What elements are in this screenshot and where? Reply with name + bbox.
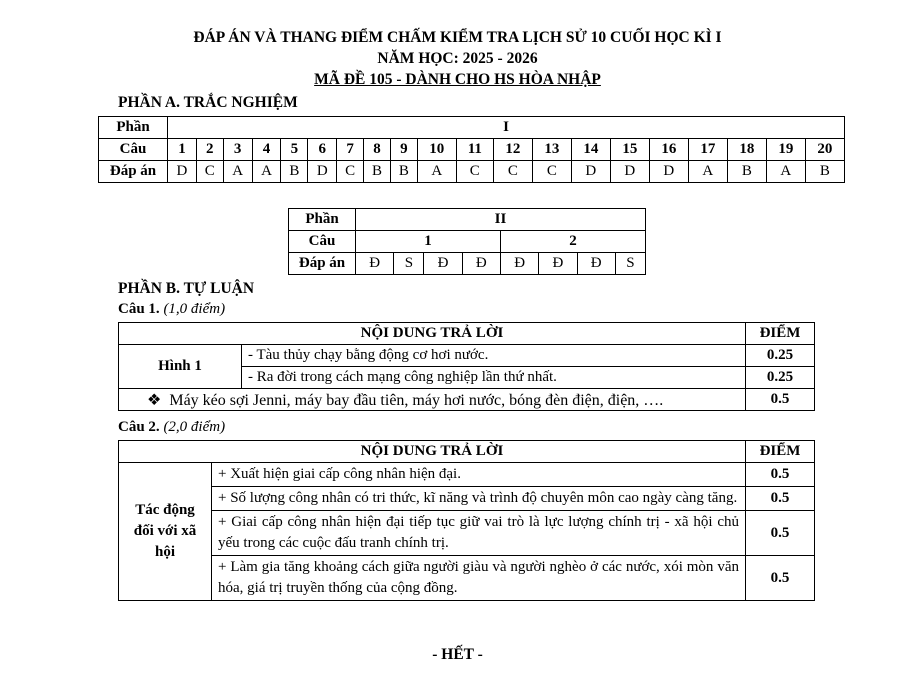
row-label-part: Phần <box>99 117 168 139</box>
question-number: 9 <box>390 139 417 161</box>
question-number: 2 <box>196 139 223 161</box>
question-1-points: (1,0 điểm) <box>163 301 226 317</box>
question-number: 14 <box>571 139 610 161</box>
question-number: 10 <box>417 139 456 161</box>
answer-text: - Ra đời trong cách mạng công nghiệp lần thứ nhất. <box>242 367 746 389</box>
question-number: 11 <box>456 139 493 161</box>
answer-cell: B <box>281 161 308 183</box>
question-number: 20 <box>805 139 844 161</box>
question-number: 7 <box>337 139 364 161</box>
answer-cell: B <box>390 161 417 183</box>
answer-cell: A <box>223 161 252 183</box>
part-b-heading: PHẦN B. TỰ LUẬN <box>118 280 255 297</box>
bullet-score: 0.5 <box>746 389 815 411</box>
answer-cell: S <box>394 253 424 275</box>
question-number: 12 <box>493 139 532 161</box>
question-number: 4 <box>252 139 281 161</box>
answer-table-part-2 <box>288 208 646 275</box>
part-a-heading: PHẦN A. TRẮC NGHIỆM <box>118 94 298 111</box>
row-label-question: Câu <box>99 139 168 161</box>
answer-cell: D <box>610 161 649 183</box>
question-1-table <box>118 322 815 411</box>
answer-cell: A <box>766 161 805 183</box>
answer-cell: D <box>168 161 197 183</box>
answer-cell: C <box>456 161 493 183</box>
answer-cell: A <box>417 161 456 183</box>
question-number: 2 <box>500 231 645 253</box>
question-1-number: Câu 1. <box>118 301 160 317</box>
doc-title: ĐÁP ÁN VÀ THANG ĐIỂM CHẤM KIỂM TRA LỊCH SỬ 10 CUỐI HỌC KÌ I <box>193 29 722 46</box>
question-number: 6 <box>308 139 337 161</box>
question-number: 1 <box>356 231 501 253</box>
part-value: I <box>168 117 845 139</box>
answer-cell: Đ <box>539 253 577 275</box>
answer-table-part-1 <box>98 116 845 183</box>
answer-cell: Đ <box>356 253 394 275</box>
exam-code-wrap <box>0 71 915 89</box>
end-marker: - HẾT - <box>432 646 483 663</box>
row-label-part: Phần <box>289 209 356 231</box>
row-label-answer: Đáp án <box>99 161 168 183</box>
answer-cell: D <box>649 161 688 183</box>
row-label-question: Câu <box>289 231 356 253</box>
answer-text: + Giai cấp công nhân hiện đại tiếp tục giữ vai trò là lực lượng chính trị - xã hội chủ yếu trong các cuộc đấu tranh chính trị. <box>212 511 746 556</box>
answer-cell: Đ <box>577 253 615 275</box>
answer-cell: Đ <box>500 253 538 275</box>
answer-cell: C <box>493 161 532 183</box>
question-number: 16 <box>649 139 688 161</box>
question-number: 19 <box>766 139 805 161</box>
answer-cell: C <box>196 161 223 183</box>
content-header: NỘI DUNG TRẢ LỜI <box>119 441 746 463</box>
row-label-answer: Đáp án <box>289 253 356 275</box>
question-number: 17 <box>688 139 727 161</box>
score-header: ĐIỂM <box>746 441 815 463</box>
answer-cell: Đ <box>462 253 500 275</box>
answer-cell: B <box>805 161 844 183</box>
question-number: 15 <box>610 139 649 161</box>
answer-cell: C <box>337 161 364 183</box>
question-2-number: Câu 2. <box>118 419 160 435</box>
answer-cell: D <box>308 161 337 183</box>
answer-cell: A <box>252 161 281 183</box>
question-number: 18 <box>727 139 766 161</box>
content-header: NỘI DUNG TRẢ LỜI <box>119 323 746 345</box>
bullet-text: Máy kéo sợi Jenni, máy bay đầu tiên, máy hơi nước, bóng đèn điện, điện, …. <box>169 391 664 409</box>
answer-text: + Xuất hiện giai cấp công nhân hiện đại. <box>212 463 746 487</box>
school-year: NĂM HỌC: 2025 - 2026 <box>377 50 538 67</box>
diamond-bullet-icon: ❖ <box>147 391 162 409</box>
group-label: Tác động đối với xã hội <box>119 463 212 601</box>
exam-code: MÃ ĐỀ 105 - DÀNH CHO HS HÒA NHẬP <box>314 71 601 88</box>
answer-score: 0.5 <box>746 556 815 601</box>
question-number: 5 <box>281 139 308 161</box>
answer-score: 0.5 <box>746 511 815 556</box>
answer-cell: B <box>364 161 391 183</box>
answer-cell: S <box>615 253 645 275</box>
answer-text: - Tàu thủy chạy bằng động cơ hơi nước. <box>242 345 746 367</box>
question-1-label <box>118 301 225 318</box>
part-value: II <box>356 209 646 231</box>
answer-score: 0.25 <box>746 345 815 367</box>
answer-cell: B <box>727 161 766 183</box>
answer-cell: C <box>532 161 571 183</box>
question-number: 1 <box>168 139 197 161</box>
question-number: 13 <box>532 139 571 161</box>
answer-score: 0.25 <box>746 367 815 389</box>
question-number: 3 <box>223 139 252 161</box>
score-header: ĐIỂM <box>746 323 815 345</box>
question-2-label <box>118 419 225 436</box>
answer-cell: A <box>688 161 727 183</box>
question-2-points: (2,0 điểm) <box>163 419 226 435</box>
answer-cell: D <box>571 161 610 183</box>
answer-text: + Làm gia tăng khoảng cách giữa người giàu và người nghèo ở các nước, xói mòn văn hóa, giá trị truyền thống của cộng đồng. <box>212 556 746 601</box>
bullet-row <box>119 389 746 411</box>
answer-cell: Đ <box>424 253 462 275</box>
answer-text: + Số lượng công nhân có tri thức, kĩ năng và trình độ chuyên môn cao ngày càng tăng. <box>212 487 746 511</box>
question-2-table <box>118 440 815 601</box>
answer-score: 0.5 <box>746 463 815 487</box>
group-label: Hình 1 <box>119 345 242 389</box>
answer-score: 0.5 <box>746 487 815 511</box>
question-number: 8 <box>364 139 391 161</box>
